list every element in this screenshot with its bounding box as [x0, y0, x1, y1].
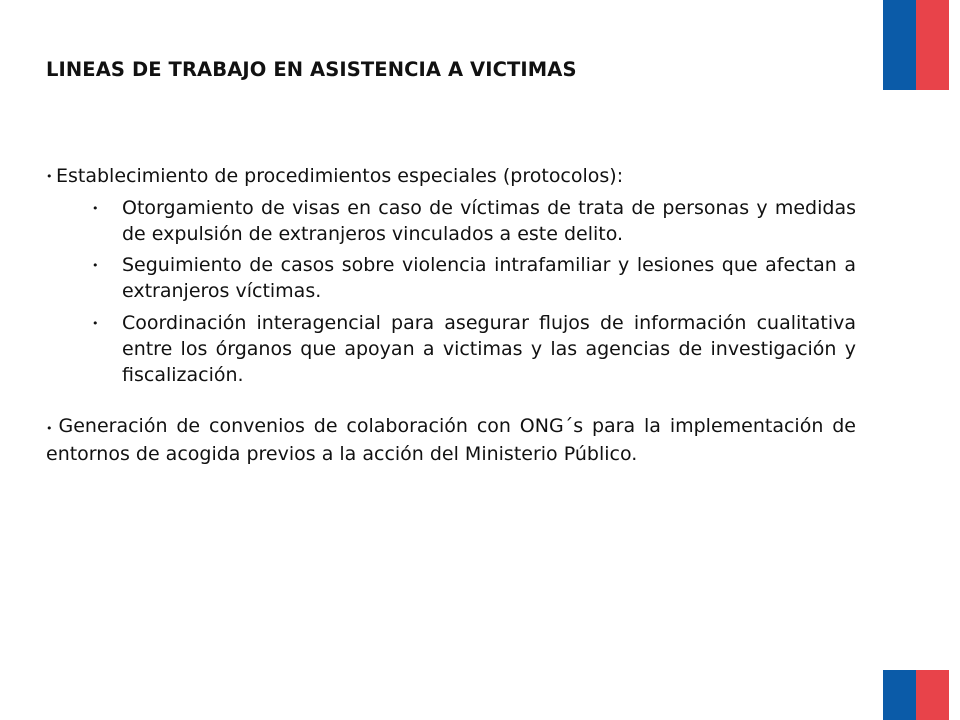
flag-blue-stripe [883, 670, 916, 720]
bullet-icon: • [92, 316, 99, 330]
bullet-text: Generación de convenios de colaboración con ONG´s para la implementación de entornos de acogida previos a la acción del Ministerio Público. [46, 415, 856, 466]
bullet-item-convenios [46, 414, 856, 468]
flag-decoration-bottom [883, 670, 949, 720]
bullet-icon: • [92, 259, 99, 273]
sub-bullet-text: Seguimiento de casos sobre violencia intrafamiliar y lesiones que afectan a extranjeros víctimas. [122, 254, 856, 303]
sub-bullet-seguimiento [46, 253, 856, 305]
sub-bullet-list [46, 196, 856, 389]
sub-bullet-coordinacion [46, 311, 856, 388]
sub-bullet-text: Otorgamiento de visas en caso de víctimas de trata de personas y medidas de expulsión de extranjeros vinculados a este delito. [122, 196, 856, 245]
bullet-icon: • [46, 170, 53, 183]
bullet-icon: • [92, 201, 99, 215]
flag-red-stripe [916, 670, 949, 720]
flag-blue-stripe [883, 0, 916, 90]
flag-red-stripe [916, 0, 949, 90]
sub-bullet-visas [46, 196, 856, 248]
sub-bullet-text: Coordinación interagencial para asegurar flujos de información cualitativa entre los órganos que apoyan a victimas y las agencias de investigación y fiscalización. [122, 311, 856, 386]
bullet-text: Establecimiento de procedimientos especiales (protocolos): [56, 165, 624, 187]
bullet-item-procedures [46, 164, 856, 190]
slide-title: LINEAS DE TRABAJO EN ASISTENCIA A VICTIMAS [46, 58, 577, 81]
slide-body [46, 164, 856, 468]
flag-decoration-top [883, 0, 949, 90]
bullet-icon: • [46, 422, 53, 436]
